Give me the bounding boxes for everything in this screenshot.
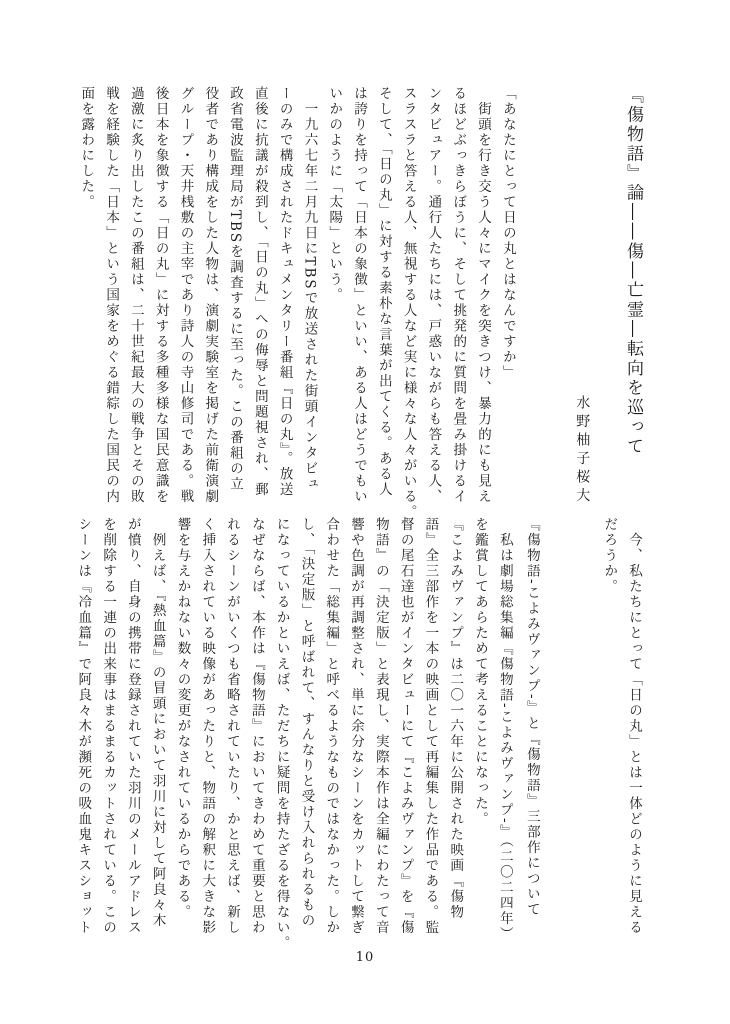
- bottom-text-band: [70, 517, 646, 950]
- essay-title: 『傷物語』論――傷―亡霊―転向を巡って: [623, 86, 643, 457]
- text-line: シーンは『冷血篇』で阿良々木が瀕死の吸血鬼キスショット: [75, 517, 92, 936]
- text-line: だろうか。: [601, 517, 618, 595]
- text-line: 戦を経験した「日本」という国家をめぐる錯綜した国民の内: [103, 86, 120, 505]
- text-line: 過激に炙り出したこの番組は、二十世紀最大の戦争とその敗: [127, 86, 144, 505]
- text-line: になっているかといえば、ただちに疑問を持たざるを得ない。: [273, 517, 290, 951]
- blank-column: [520, 86, 545, 506]
- text-line: 「あなたにとって日の丸とはなんですか」: [499, 86, 516, 381]
- text-line: スラスラと答える人、無視する人など実に様々な人々がいる。: [400, 86, 417, 520]
- text-line: 私は劇場総集編『傷物語‐こよみヴァンプ‐』（二〇二四年）: [496, 517, 513, 942]
- page-number: 10: [355, 950, 375, 965]
- text-line: 後日本を象徴する「日の丸」に対する多種多様な国民意識を: [152, 86, 169, 505]
- text-line: 語』全三部作を一本の映画として再編集した作品である。監: [422, 517, 439, 936]
- text-line: 直後に抗議が殺到し、「日の丸」への侮辱と問題視され、郵: [251, 86, 268, 498]
- text-line: が憤り、自身の携帯に登録されていた羽川のメールアドレス: [124, 517, 141, 936]
- blank-column: [547, 517, 572, 950]
- blank-column: [572, 517, 597, 950]
- text-line: 督の尾石達也がインタビューにて『こよみヴァンプ』を『傷: [397, 517, 414, 936]
- text-line: く挿入されている映像があったりと、物語の解釈に大きな影: [199, 517, 216, 936]
- text-line: 一九六七年二月九日にTBSで放送された街頭インタビュ: [301, 86, 318, 493]
- text-line: 物語』の「決定版」と表現し、実際本作は全編にわたって音: [372, 517, 389, 936]
- text-line: 合わせた「総集編」と呼べるようなものではなかった。しか: [323, 517, 340, 936]
- blank-column: [545, 86, 570, 506]
- text-line: 面を露わにした。: [78, 86, 95, 210]
- text-line: は誇りを持って「日本の象徴」といい、ある人はどうでもい: [351, 86, 368, 505]
- text-line: グループ・天井桟敷の主宰であり詩人の寺山修司である。戦: [177, 86, 194, 505]
- text-line: 響や色調が再調整され、単に余分なシーンをカットして繋ぎ: [348, 517, 365, 936]
- text-line: 『こよみヴァンプ』は二〇一六年に公開された映画『傷物: [447, 517, 464, 920]
- text-line: 役者であり構成をした人物は、演劇実験室を掲げた前衛演劇: [202, 86, 219, 505]
- text-line: 街頭を行き交う人々にマイクを突きつけ、暴力的にも見え: [475, 86, 492, 505]
- text-line: るほどぶっきらぼうに、そして挑発的に質問を畳み掛けるイ: [450, 86, 467, 505]
- text-line: なぜならば、本作は『傷物語』においてきわめて重要と思わ: [248, 517, 265, 936]
- blank-column: [594, 86, 619, 506]
- text-line: を削除する一連の出来事はまるまるカットされている。この: [100, 517, 117, 936]
- top-text-band: [73, 86, 646, 520]
- text-line: 例えば、『熱血篇』の冒頭において羽川に対して阿良々木: [149, 517, 166, 929]
- text-line: を鑑賞してあらためて考えることになった。: [472, 517, 489, 827]
- text-line: し、「決定版」と呼ばれて、すんなりと受け入れられるもの: [298, 517, 315, 929]
- text-line: いかのように「太陽」という。: [326, 86, 343, 303]
- text-line: れるシーンがいくつも省略されていたり、かと思えば、新し: [224, 517, 241, 936]
- text-line: 政省電波監理局がTBSを調査するに至った。この番組の立: [227, 86, 244, 493]
- section-heading: 『傷物語‐こよみヴァンプ‐』と『傷物語』三部作について: [523, 517, 540, 918]
- text-line: 今、私たちにとって「日の丸」とは一体どのように見える: [626, 517, 642, 936]
- text-line: ンタビュアー。通行人たちには、戸惑いながらも答える人、: [425, 86, 442, 505]
- author-name: 水野柚子桜大: [574, 395, 591, 506]
- text-line: ーのみで構成されたドキュメンタリー番組『日の丸』。放送: [276, 86, 293, 498]
- text-line: そして、「日の丸」に対する素朴な言葉が出てくる。ある人: [375, 86, 392, 498]
- text-line: 響を与えかねない数々の変更がなされているからである。: [174, 517, 191, 920]
